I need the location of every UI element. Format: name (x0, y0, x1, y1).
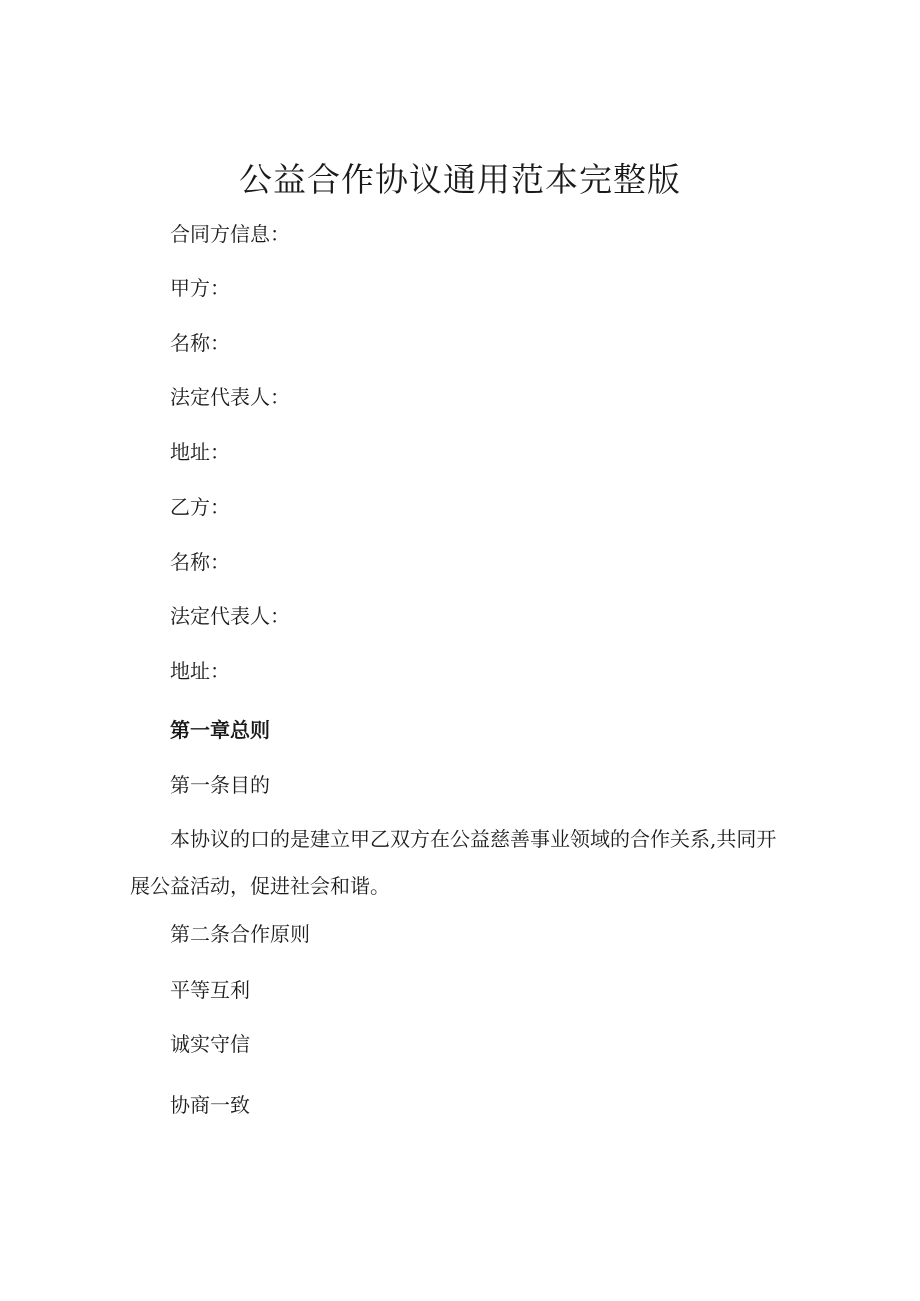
principle-item: 平等互利 (170, 978, 250, 1002)
party-b-label: 乙方： (170, 495, 230, 519)
party-b-name-label: 名称： (170, 550, 230, 574)
party-a-address-label: 地址： (170, 440, 230, 464)
party-b-address-label: 地址： (170, 659, 230, 683)
principle-item: 协商一致 (170, 1093, 250, 1117)
article1-heading: 第一条目的 (170, 773, 270, 797)
article2-heading: 第二条合作原则 (170, 922, 310, 946)
chapter1-heading: 第一章总则 (170, 718, 270, 742)
party-b-rep-label: 法定代表人： (170, 604, 290, 628)
party-a-rep-label: 法定代表人： (170, 385, 290, 409)
party-a-label: 甲方： (170, 276, 230, 300)
party-info-heading: 合同方信息： (170, 222, 290, 246)
article1-text: 本协议的口的是建立甲乙双方在公益慈善事业领域的合作关系,共同开展公益活动，促进社会和谐。 (130, 827, 777, 898)
principle-item: 诚实守信 (170, 1032, 250, 1056)
document-title: 公益合作协议通用范本完整版 (239, 160, 681, 199)
party-a-name-label: 名称： (170, 331, 230, 355)
